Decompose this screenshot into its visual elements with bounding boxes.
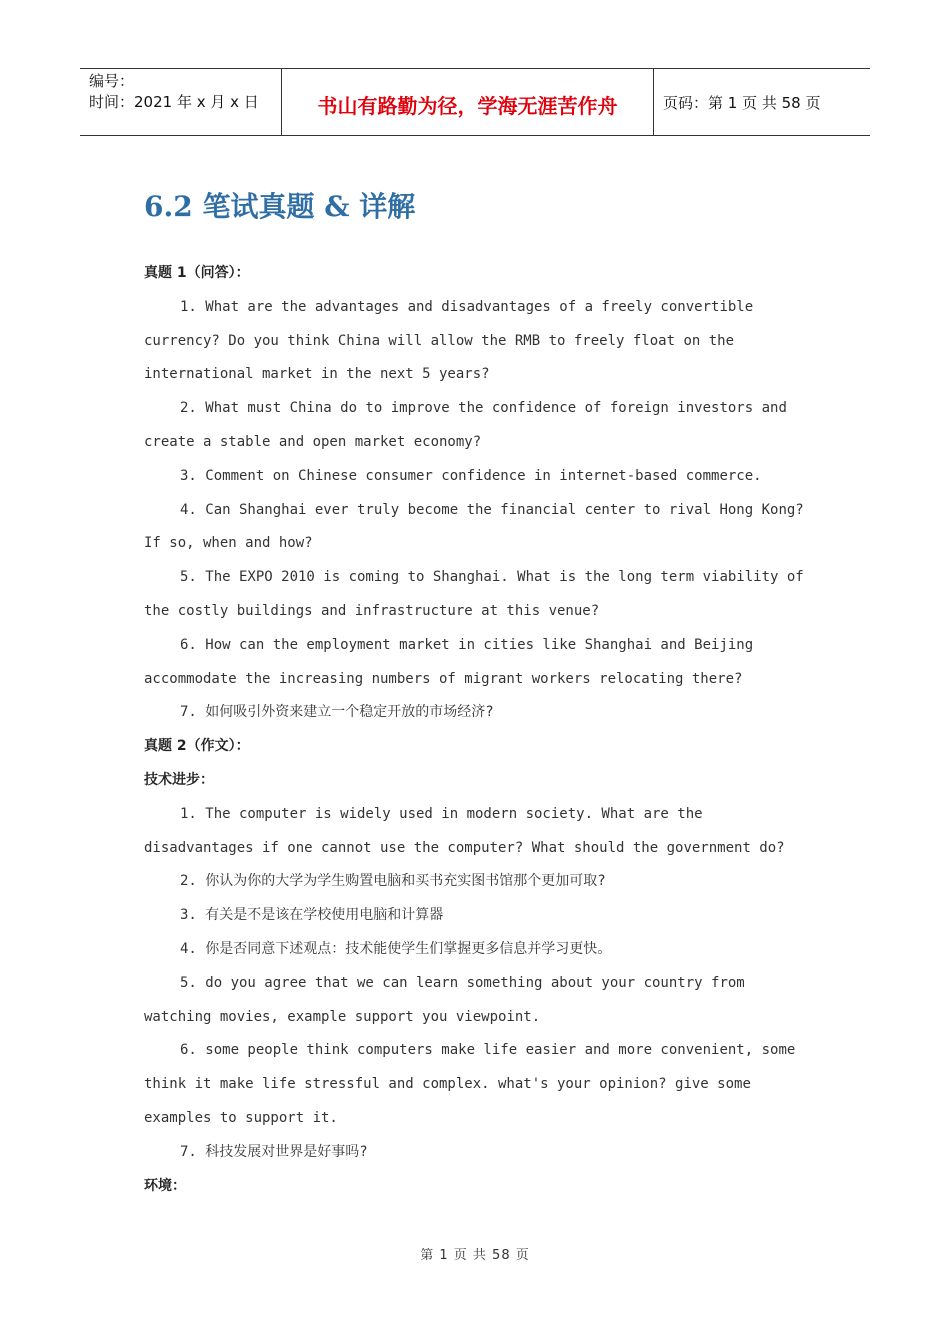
section-heading: 真题 2（作文）： (144, 738, 250, 755)
text-line: 7. 如何吸引外资来建立一个稳定开放的市场经济? (180, 704, 494, 721)
header-page-cell (654, 69, 870, 135)
text-line: 6. some people think computers make life easier and more convenient, some (180, 1042, 796, 1059)
text-line: 7. 科技发展对世界是好事吗? (180, 1143, 368, 1160)
text-line: international market in the next 5 years? (144, 366, 490, 383)
text-lines (144, 257, 814, 1203)
section-heading: 环境： (144, 1177, 186, 1194)
text-line: 2. 你认为你的大学为学生购置电脑和买书充实图书馆那个更加可取? (180, 873, 606, 890)
section-heading: 技术进步： (144, 771, 214, 788)
text-line: If so, when and how? (144, 535, 313, 552)
document-body (144, 183, 814, 1203)
text-line: create a stable and open market economy? (144, 433, 482, 450)
text-line: 1. The computer is widely used in modern society. What are the (180, 805, 703, 822)
header-meta-cell (80, 69, 281, 135)
text-line: examples to support it. (144, 1109, 338, 1126)
text-line: 1. What are the advantages and disadvantages of a freely convertible (180, 298, 754, 315)
text-line: accommodate the increasing numbers of migrant workers relocating there? (144, 670, 743, 687)
document-date-label: 时间：2021 年 x 月 x 日 (89, 93, 259, 111)
text-line: 5. do you agree that we can learn something about your country from (180, 974, 745, 991)
page-footer: 第 1 页 共 58 页 (420, 1248, 530, 1263)
text-line: 4. 你是否同意下述观点：技术能使学生们掌握更多信息并学习更快。 (180, 940, 612, 957)
header-motto-cell (281, 69, 654, 135)
text-line: 3. Comment on Chinese consumer confidence in internet-based commerce. (180, 467, 762, 484)
text-line: currency? Do you think China will allow the RMB to freely float on the (144, 332, 735, 349)
document-header (80, 68, 870, 136)
text-line: 5. The EXPO 2010 is coming to Shanghai. What is the long term viability of (180, 569, 804, 586)
text-line: 2. What must China do to improve the confidence of foreign investors and (180, 400, 787, 417)
text-line: the costly buildings and infrastructure at this venue? (144, 602, 600, 619)
header-page-number: 页码：第 1 页 共 58 页 (663, 93, 821, 112)
text-line: disadvantages if one cannot use the computer? What should the government do? (144, 839, 785, 856)
document-number-label: 编号： (89, 72, 135, 90)
section-title: 6.2 笔试真题 & 详解 (144, 190, 416, 223)
section-heading: 真题 1（问答）： (144, 265, 250, 281)
text-line: think it make life stressful and complex. what's your opinion? give some (144, 1076, 751, 1093)
text-line: 3. 有关是不是该在学校使用电脑和计算器 (180, 907, 444, 924)
header-motto: 书山有路勤为径，学海无涯苦作舟 (317, 93, 618, 118)
text-line: 6. How can the employment market in cities like Shanghai and Beijing (180, 636, 754, 653)
text-line: watching movies, example support you viewpoint. (144, 1008, 541, 1025)
text-line: 4. Can Shanghai ever truly become the financial center to rival Hong Kong? (180, 501, 804, 518)
